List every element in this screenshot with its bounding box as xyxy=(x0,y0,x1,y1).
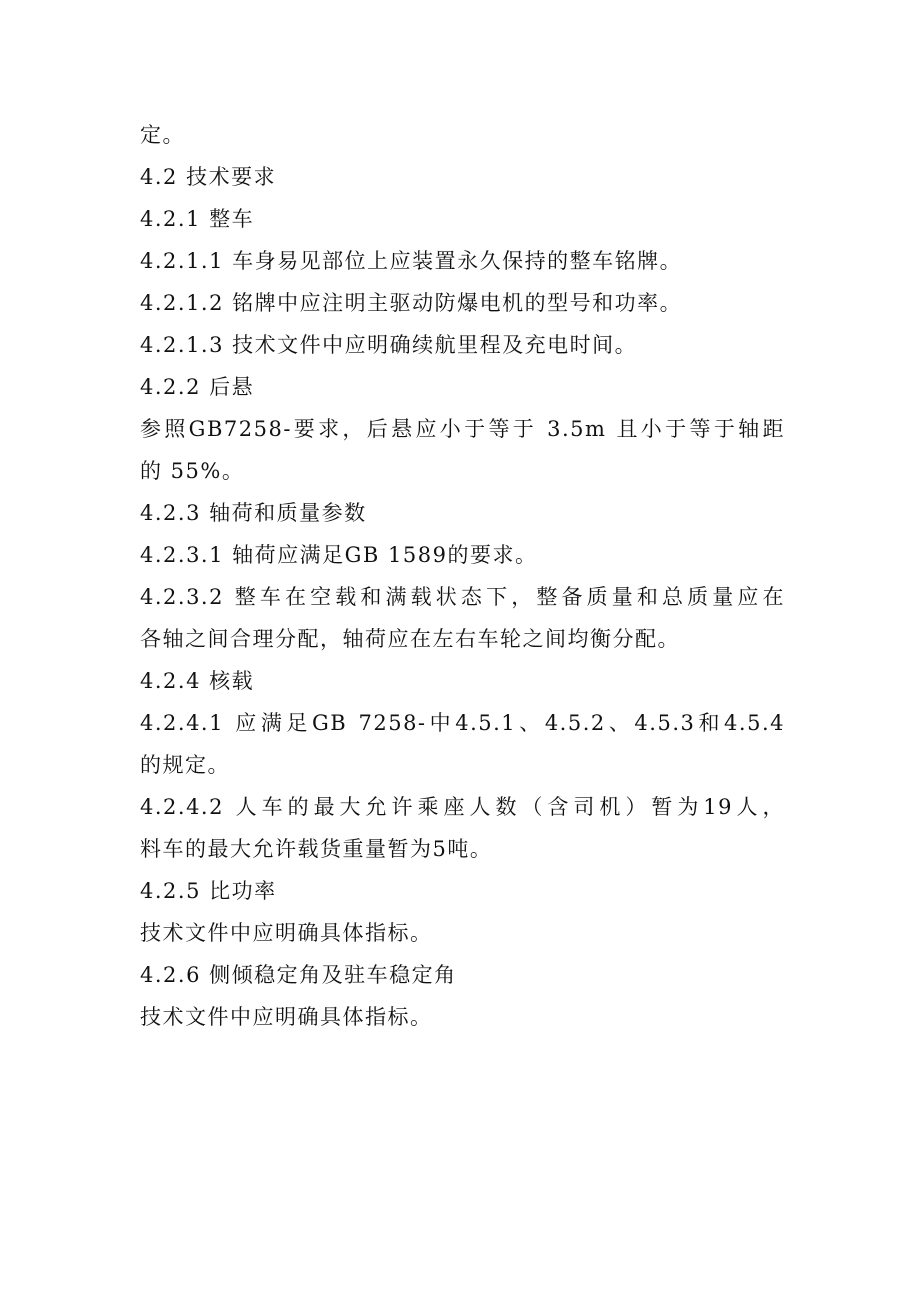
section-heading-4-2-2: 4.2.2 后悬 xyxy=(140,375,255,399)
clause-4-2-4-2-line-2: 料车的最大允许载货重量暂为5吨。 xyxy=(140,837,493,861)
clause-4-2-1-3: 4.2.1.3 技术文件中应明确续航里程及充电时间。 xyxy=(140,333,638,357)
clause-4-2-4-2-line-1: 4.2.4.2 人车的最大允许乘座人数（含司机）暂为19人， xyxy=(140,795,785,819)
paragraph-power-ratio: 技术文件中应明确具体指标。 xyxy=(140,921,433,945)
section-heading-4-2-6: 4.2.6 侧倾稳定角及驻车稳定角 xyxy=(140,963,457,987)
clause-4-2-3-2-line-2: 各轴之间合理分配，轴荷应在左右车轮之间均衡分配。 xyxy=(140,627,680,651)
clause-4-2-1-1: 4.2.1.1 车身易见部位上应装置永久保持的整车铭牌。 xyxy=(140,249,683,273)
section-heading-4-2: 4.2 技术要求 xyxy=(140,165,277,189)
section-heading-4-2-1: 4.2.1 整车 xyxy=(140,207,255,231)
text-line-continuation: 定。 xyxy=(140,123,185,147)
section-heading-4-2-5: 4.2.5 比功率 xyxy=(140,879,277,903)
clause-4-2-4-1-line-1: 4.2.4.1 应满足GB 7258-中4.5.1、4.5.2、4.5.3和4.5.4 xyxy=(140,711,785,735)
paragraph-rear-overhang-line-1: 参照GB7258-要求，后悬应小于等于 3.5m 且小于等于轴距 xyxy=(140,417,785,441)
paragraph-stability-angle: 技术文件中应明确具体指标。 xyxy=(140,1005,433,1029)
document-body xyxy=(140,114,785,1038)
paragraph-rear-overhang-line-2: 的 55%。 xyxy=(140,459,245,483)
section-heading-4-2-3: 4.2.3 轴荷和质量参数 xyxy=(140,501,367,525)
clause-4-2-4-1-line-2: 的规定。 xyxy=(140,753,230,777)
clause-4-2-1-2: 4.2.1.2 铭牌中应注明主驱动防爆电机的型号和功率。 xyxy=(140,291,683,315)
clause-4-2-3-2-line-1: 4.2.3.2 整车在空载和满载状态下，整备质量和总质量应在 xyxy=(140,585,785,609)
section-heading-4-2-4: 4.2.4 核载 xyxy=(140,669,255,693)
clause-4-2-3-1: 4.2.3.1 轴荷应满足GB 1589的要求。 xyxy=(140,543,538,567)
